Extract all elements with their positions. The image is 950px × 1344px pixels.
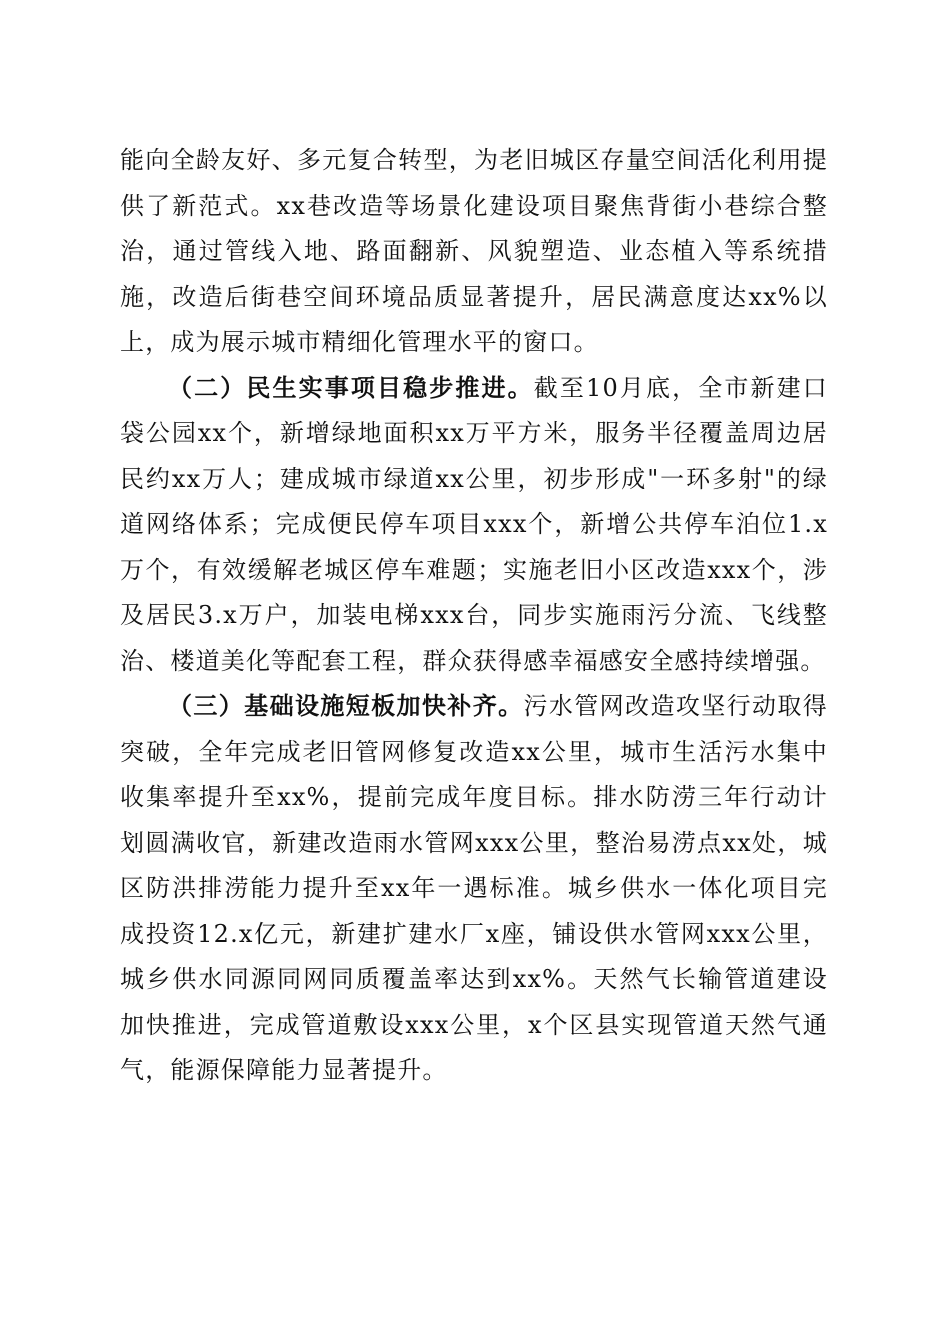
paragraph-text: 截至10月底，全市新建口袋公园xx个，新增绿地面积xx万平方米，服务半径覆盖周边居民约xx万人；建成城市绿道xx公里，初步形成"一环多射"的绿道网络体系；完成便民停车项目xxx个，新增公共停车泊位1.x万个，有效缓解老城区停车难题；实施老旧小区改造xxx个，涉及居民3.x万户，加装电梯xxx台，同步实施雨污分流、飞线整治、楼道美化等配套工程，群众获得感幸福感安全感持续增强。	[120, 373, 828, 675]
paragraph-section-3	[120, 684, 828, 1094]
document-body	[120, 138, 828, 1094]
paragraph-section-2	[120, 366, 828, 685]
paragraph-text: 能向全龄友好、多元复合转型，为老旧城区存量空间活化利用提供了新范式。xx巷改造等场景化建设项目聚焦背街小巷综合整治，通过管线入地、路面翻新、风貌塑造、业态植入等系统措施，改造后街巷空间环境品质显著提升，居民满意度达xx%以上，成为展示城市精细化管理水平的窗口。	[120, 146, 828, 356]
paragraph-text: 污水管网改造攻坚行动取得突破，全年完成老旧管网修复改造xx公里，城市生活污水集中收集率提升至xx%，提前完成年度目标。排水防涝三年行动计划圆满收官，新建改造雨水管网xxx公里，整治易涝点xx处，城区防洪排涝能力提升至xx年一遇标准。城乡供水一体化项目完成投资12.x亿元，新建扩建水厂x座，铺设供水管网xxx公里，城乡供水同源同网同质覆盖率达到xx%。天然气长输管道建设加快推进，完成管道敷设xxx公里，x个区县实现管道天然气通气，能源保障能力显著提升。	[120, 692, 828, 1084]
paragraph-continued	[120, 138, 828, 366]
section-2-heading: （二）民生实事项目稳步推进。	[168, 373, 534, 402]
section-3-heading: （三）基础设施短板加快补齐。	[168, 692, 524, 720]
